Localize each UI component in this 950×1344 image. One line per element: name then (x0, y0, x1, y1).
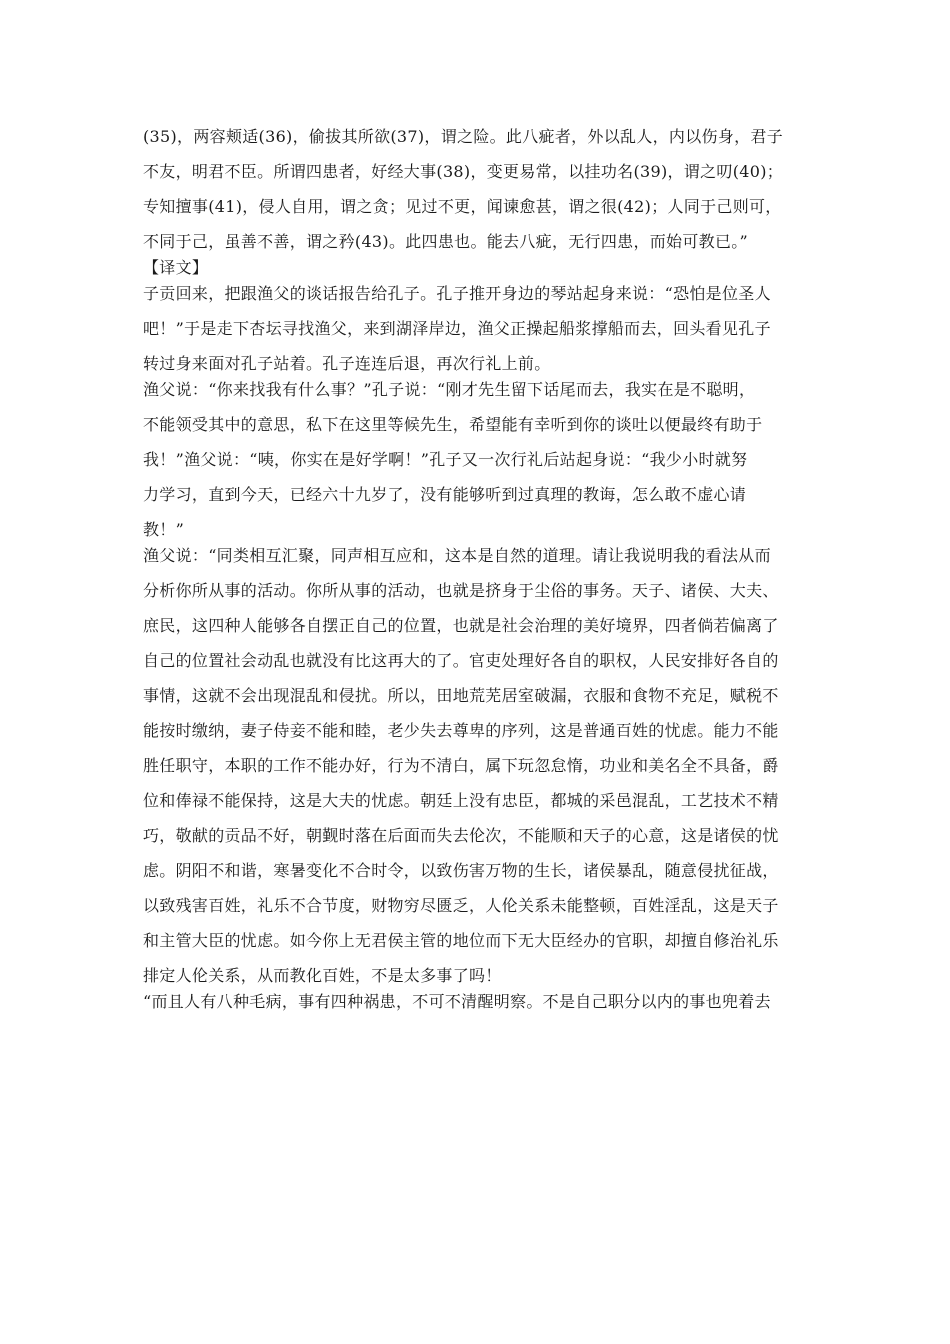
text-line: (35)，两容颊适(36)，偷拔其所欲(37)，谓之险。此八疵者，外以乱人，内以伤身，君子 (143, 127, 784, 146)
section-heading: 【译文】 (143, 258, 209, 277)
text-line: 自己的位置社会动乱也就没有比这再大的了。官吏处理好各自的职权，人民安排好各自的 (143, 651, 779, 670)
text-line: 力学习，直到今天，已经六十九岁了，没有能够听到过真理的教诲，怎么敢不虚心请 (143, 485, 747, 504)
text-line: “而且人有八种毛病，事有四种祸患，不可不清醒明察。不是自己职分以内的事也兜着去 (143, 992, 771, 1011)
text-line: 胜任职守，本职的工作不能办好，行为不清白，属下玩忽怠惰，功业和美名全不具备，爵 (143, 756, 779, 775)
text-line: 以致残害百姓，礼乐不合节度，财物穷尽匮乏，人伦关系未能整顿，百姓淫乱，这是天子 (143, 896, 779, 915)
text-line: 不能领受其中的意思，私下在这里等候先生，希望能有幸听到你的谈吐以便最终有助于 (143, 415, 763, 434)
text-line: 渔父说：“同类相互汇聚，同声相互应和，这本是自然的道理。请让我说明我的看法从而 (143, 546, 771, 565)
text-line: 排定人伦关系，从而教化百姓，不是太多事了吗！ (143, 966, 502, 985)
text-line: 庶民，这四种人能够各自摆正自己的位置，也就是社会治理的美好境界，四者倘若偏离了 (143, 616, 779, 635)
text-line: 教！” (143, 520, 185, 539)
text-line: 渔父说：“你来找我有什么事？”孔子说：“刚才先生留下话尾而去，我实在是不聪明， (143, 380, 756, 399)
text-line: 位和俸禄不能保持，这是大夫的忧虑。朝廷上没有忠臣，都城的采邑混乱，工艺技术不精 (143, 791, 779, 810)
text-line: 不友，明君不臣。所谓四患者，好经大事(38)，变更易常，以挂功名(39)，谓之叨(40)； (143, 162, 784, 181)
text-line: 分析你所从事的活动。你所从事的活动，也就是挤身于尘俗的事务。天子、诸侯、大夫、 (143, 581, 779, 600)
text-line: 不同于己，虽善不善，谓之矜(43)。此四患也。能去八疵，无行四患，而始可教已。” (143, 232, 749, 251)
text-line: 子贡回来，把跟渔父的谈话报告给孔子。孔子推开身边的琴站起身来说：“恐怕是位圣人 (143, 284, 771, 303)
text-line: 事情，这就不会出现混乱和侵扰。所以，田地荒芜居室破漏，衣服和食物不充足，赋税不 (143, 686, 779, 705)
text-line: 专知擅事(41)，侵人自用，谓之贪；见过不更，闻谏愈甚，谓之很(42)；人同于己则可， (143, 197, 782, 216)
text-line: 巧，敬献的贡品不好，朝觐时落在后面而失去伦次，不能顺和天子的心意，这是诸侯的忧 (143, 826, 779, 845)
text-line: 和主管大臣的忧虑。如今你上无君侯主管的地位而下无大臣经办的官职，却擅自修治礼乐 (143, 931, 779, 950)
text-line: 能按时缴纳，妻子侍妾不能和睦，老少失去尊卑的序列，这是普通百姓的忧虑。能力不能 (143, 721, 779, 740)
document-body (143, 122, 811, 1022)
text-line: 虑。阴阳不和谐，寒暑变化不合时令，以致伤害万物的生长，诸侯暴乱，随意侵扰征战， (143, 861, 779, 880)
text-line: 我！”渔父说：“咦，你实在是好学啊！”孔子又一次行礼后站起身说：“我少小时就努 (143, 450, 748, 469)
text-line: 转过身来面对孔子站着。孔子连连后退，再次行礼上前。 (143, 354, 551, 373)
text-line: 吧！”于是走下杏坛寻找渔父，来到湖泽岸边，渔父正操起船浆撑船而去，回头看见孔子 (143, 319, 771, 338)
